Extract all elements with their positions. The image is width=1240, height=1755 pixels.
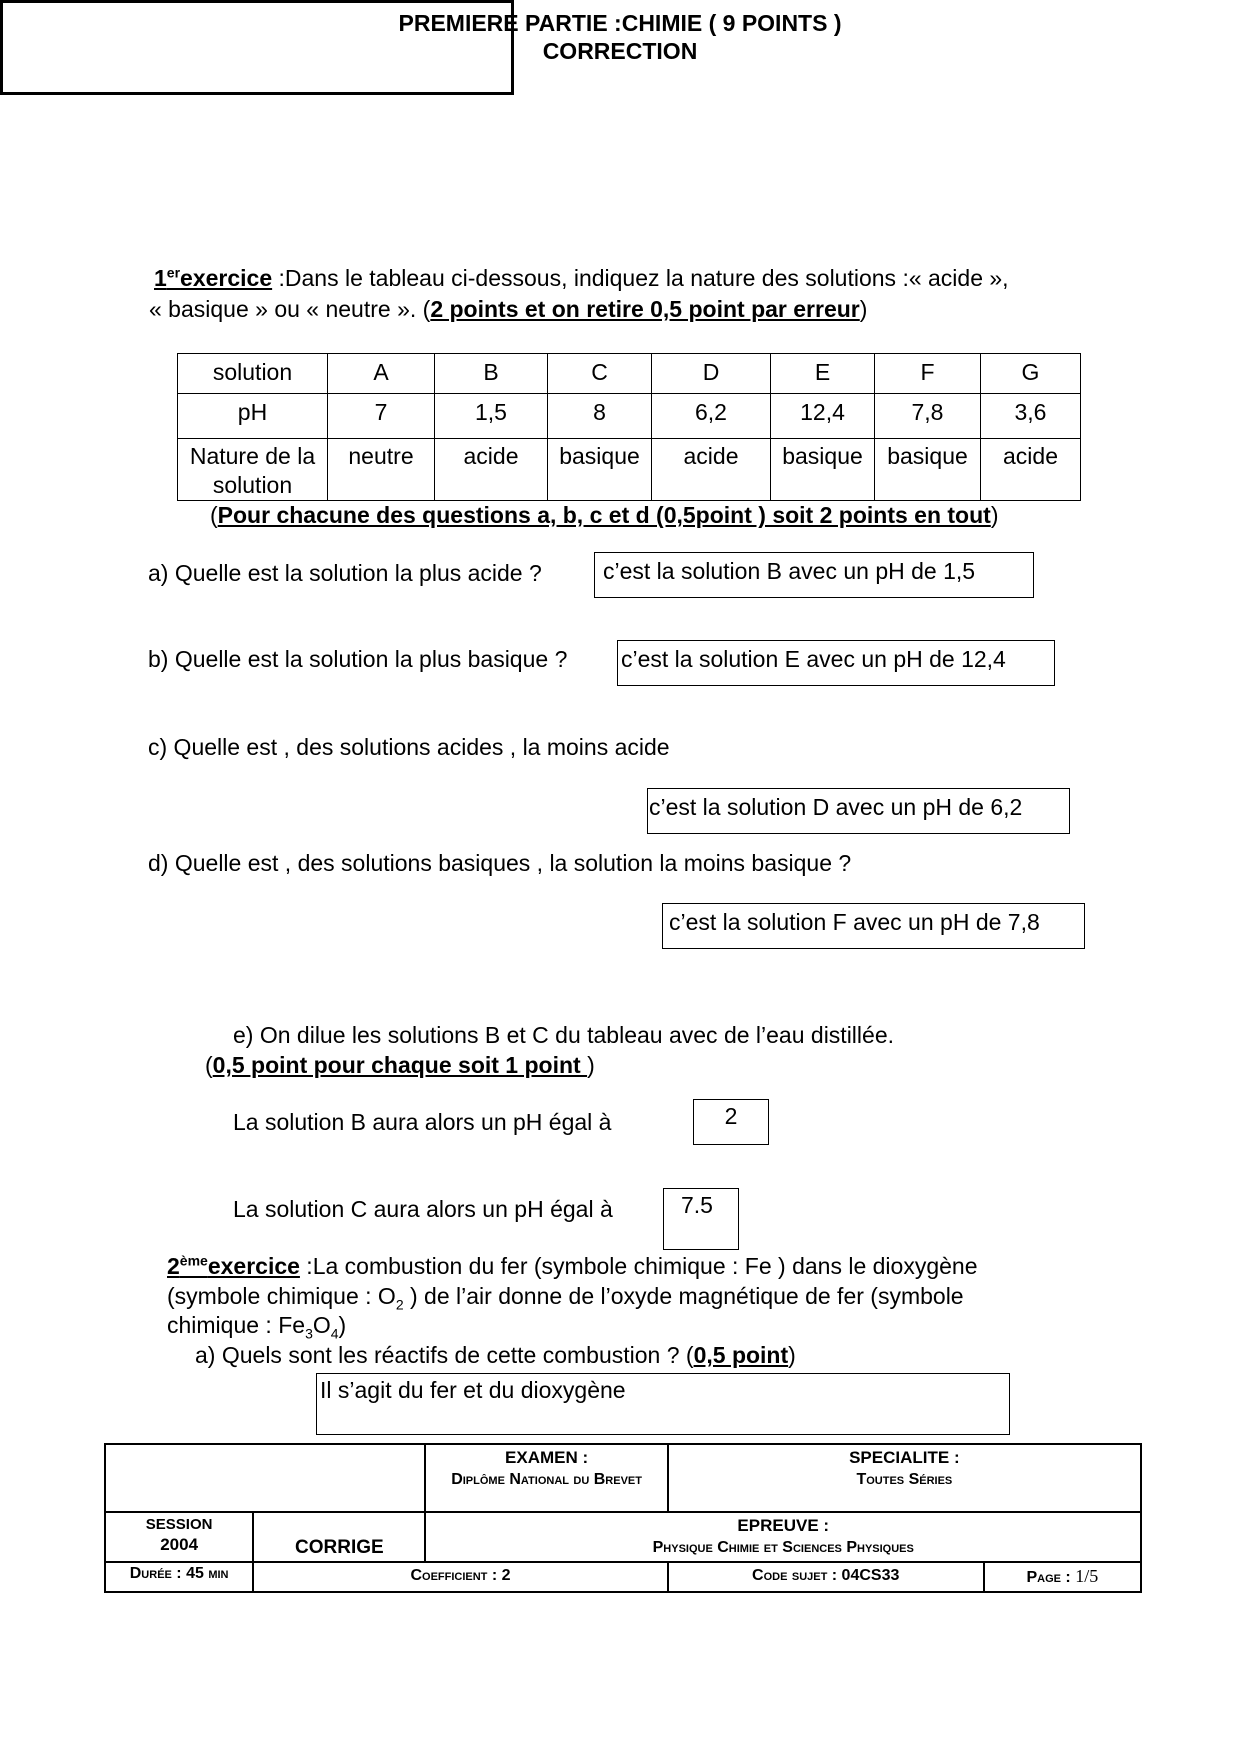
table-row (178, 394, 1081, 439)
ex2-line2: (symbole chimique : $O_2$ ) de l’air donne de l’oxyde magnétique de fer (symbole (167, 1283, 964, 1313)
footer-examen: EXAMEN : Diplôme National du Brevet (425, 1444, 667, 1512)
table-cell: 7,8 (875, 394, 981, 439)
table-cell: C (548, 354, 652, 394)
part-title: PREMIERE PARTIE :CHIMIE ( 9 POINTS ) (398, 10, 842, 36)
table-cell: basique (875, 439, 981, 501)
answer-c: c’est la solution D avec un pH de 6,2 (647, 788, 1070, 834)
table-cell: 3,6 (981, 394, 1081, 439)
ex1-intro: :Dans le tableau ci-dessous, indiquez la nature des solutions :« acide », (272, 265, 1009, 291)
ex1-heading (154, 264, 1009, 293)
question-d: d) Quelle est , des solutions basiques , la solution la moins basique ? (148, 850, 852, 876)
solution-c-text: La solution C aura alors un pH égal à (233, 1196, 613, 1222)
answer-ex2-a: Il s’agit du fer et du dioxygène (316, 1373, 1010, 1435)
footer-empty-cell (105, 1444, 425, 1512)
table-cell: neutre (328, 439, 435, 501)
ex1-intro-line2: « basique » ou « neutre ». (2 points et on retire 0,5 point par erreur) (149, 296, 868, 322)
ex1-points: 2 points et on retire 0,5 point par erreur (430, 296, 860, 322)
table-cell: E (771, 354, 875, 394)
solution-b-text: La solution B aura alors un pH égal à (233, 1109, 612, 1135)
answer-d: c’est la solution F avec un pH de 7,8 (662, 903, 1085, 949)
ex2-line3: chimique : $Fe_3O_4$) (167, 1312, 347, 1342)
ex2-question-a: a) Quels sont les réactifs de cette combustion ? (0,5 point) (195, 1342, 796, 1368)
footer-corrige: CORRIGE (253, 1512, 425, 1562)
table-cell: A (328, 354, 435, 394)
footer-page: Page : 1/5 (984, 1562, 1141, 1592)
question-a: a) Quelle est la solution la plus acide ? (148, 560, 542, 586)
correction-title: CORRECTION (542, 38, 698, 64)
table-cell: 7 (328, 394, 435, 439)
table-cell: acide (981, 439, 1081, 501)
question-e: e) On dilue les solutions B et C du tableau avec de l’eau distillée. (233, 1022, 895, 1048)
footer-session: SESSION 2004 (105, 1512, 253, 1562)
footer-code-sujet: Code sujet : 04CS33 (668, 1562, 984, 1592)
answer-e-c: 7.5 (663, 1188, 739, 1250)
ex1-number: 1erexercice (154, 264, 273, 291)
table-cell: D (652, 354, 771, 394)
table-cell: 6,2 (652, 394, 771, 439)
answer-b: c’est la solution E avec un pH de 12,4 (617, 640, 1055, 686)
table-cell: acide (652, 439, 771, 501)
row-label-ph: pH (178, 394, 328, 439)
table-cell: B (435, 354, 548, 394)
answer-a: c’est la solution B avec un pH de 1,5 (594, 552, 1034, 598)
question-b: b) Quelle est la solution la plus basique ? (148, 646, 568, 672)
table-cell: F (875, 354, 981, 394)
scoring-note: (Pour chacune des questions a, b, c et d (0,5point ) soit 2 points en tout) (210, 502, 999, 528)
row-label-solution: solution (178, 354, 328, 394)
table-cell: acide (435, 439, 548, 501)
table-cell: G (981, 354, 1081, 394)
table-cell: 8 (548, 394, 652, 439)
answer-e-b: 2 (693, 1099, 769, 1145)
row-label-nature: Nature de la solution (178, 439, 328, 501)
table-cell: basique (771, 439, 875, 501)
question-e-points: (0,5 point pour chaque soit 1 point ) (205, 1052, 595, 1078)
question-c: c) Quelle est , des solutions acides , la moins acide (148, 734, 670, 760)
table-cell: 12,4 (771, 394, 875, 439)
exam-footer (104, 1443, 1142, 1593)
table-cell: basique (548, 439, 652, 501)
title-box (0, 0, 842, 95)
table-row (178, 439, 1081, 501)
footer-duree: Durée : 45 min (105, 1562, 253, 1592)
table-row (178, 354, 1081, 394)
ph-table (177, 353, 1081, 501)
footer-specialite: SPECIALITE : Toutes Séries (668, 1444, 1141, 1512)
ex2-heading: 2èmeexercice :La combustion du fer (symbole chimique : Fe ) dans le dioxygène (167, 1252, 978, 1279)
ex2-number: 2èmeexercice (167, 1252, 300, 1279)
footer-coefficient: Coefficient : 2 (253, 1562, 667, 1592)
table-cell: 1,5 (435, 394, 548, 439)
footer-epreuve: EPREUVE : Physique Chimie et Sciences Physiques (425, 1512, 1141, 1562)
